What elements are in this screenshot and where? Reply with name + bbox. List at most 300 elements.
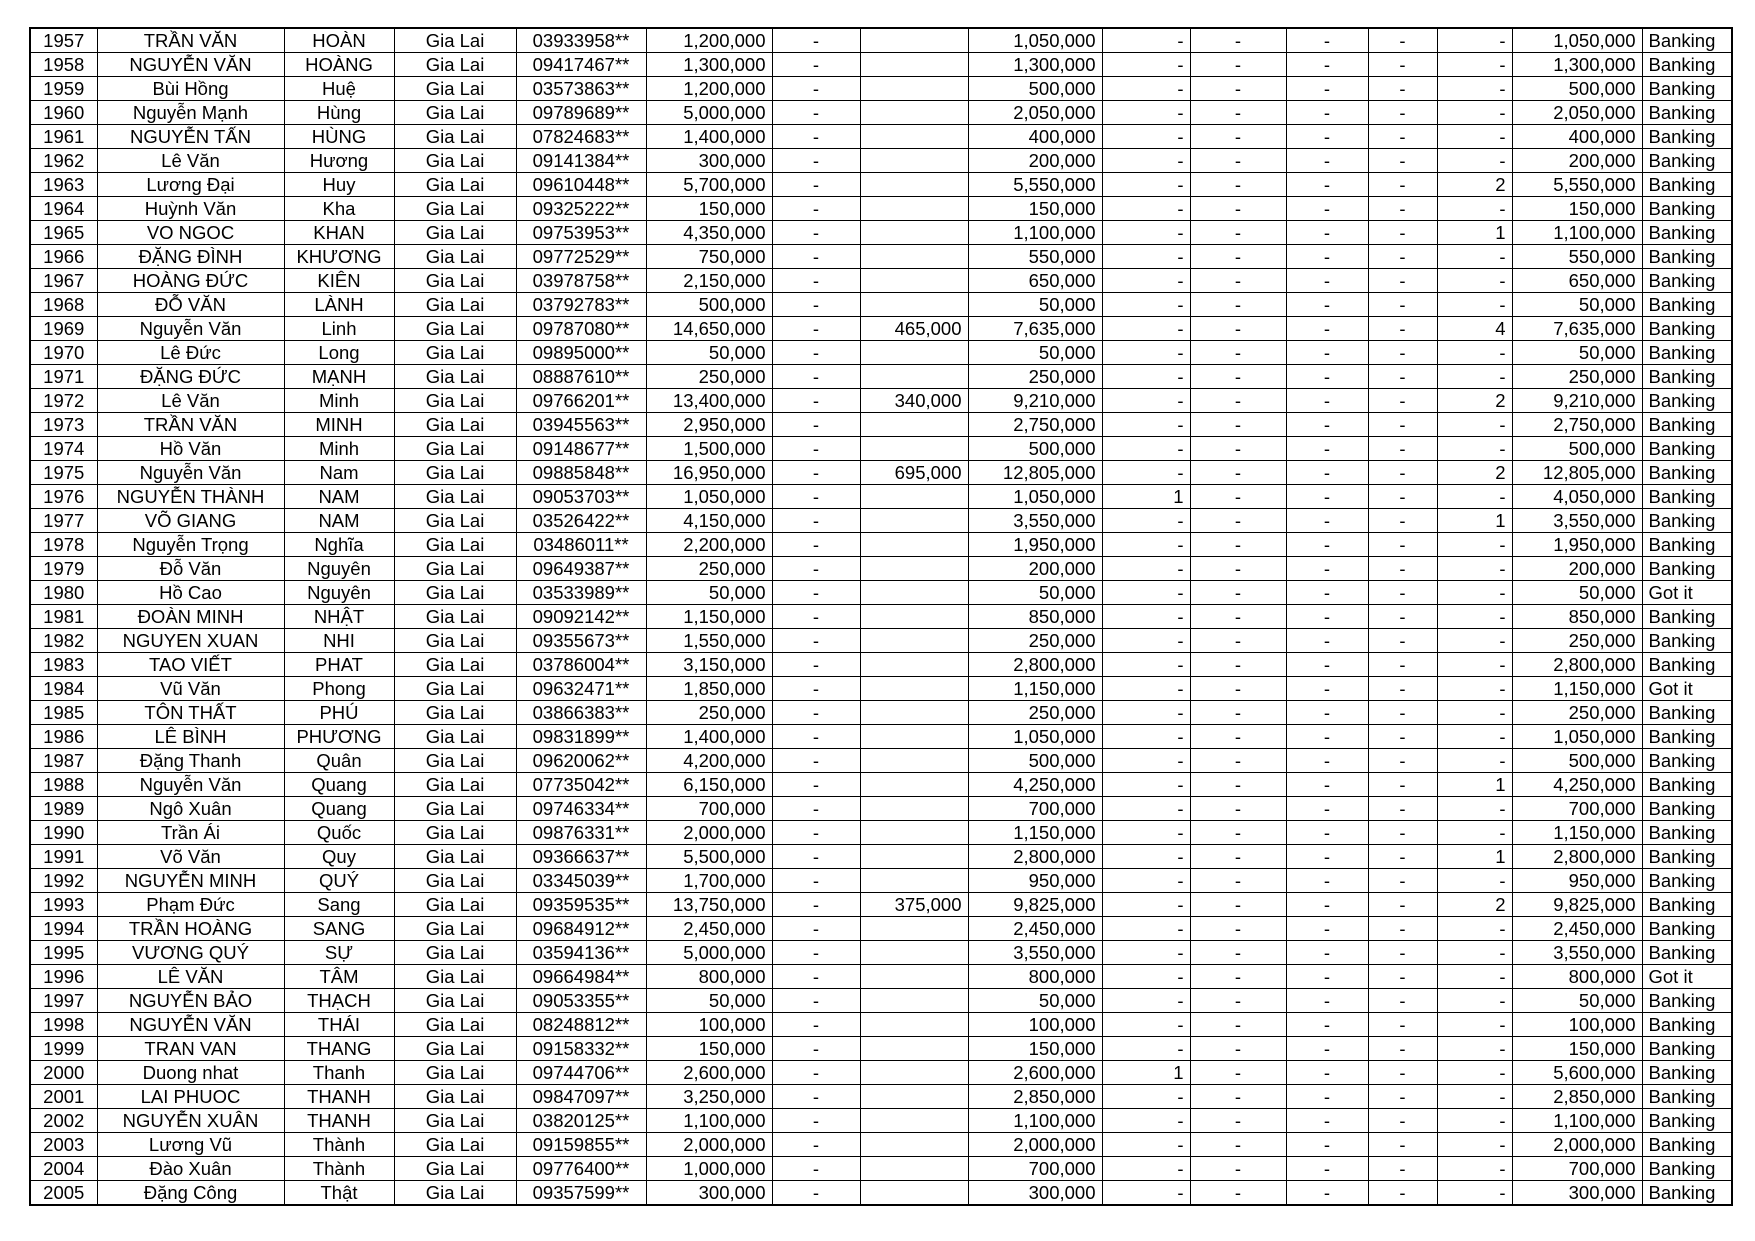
paid-amount-cell: 250,000 xyxy=(968,701,1102,725)
count-c-cell: - xyxy=(1286,677,1368,701)
paid-amount-cell: 12,805,000 xyxy=(968,461,1102,485)
province-cell: Gia Lai xyxy=(394,173,516,197)
bonus-amount-cell xyxy=(860,1109,968,1133)
province-cell: Gia Lai xyxy=(394,221,516,245)
count-a-cell: - xyxy=(1102,101,1190,125)
province-cell: Gia Lai xyxy=(394,413,516,437)
count-e-cell: - xyxy=(1437,917,1512,941)
phone-number-cell: 03933958** xyxy=(516,28,646,53)
count-a-cell: - xyxy=(1102,365,1190,389)
deduction-cell: - xyxy=(772,581,860,605)
net-amount-cell: 2,800,000 xyxy=(1512,845,1642,869)
deduction-cell: - xyxy=(772,989,860,1013)
row-number-cell: 1966 xyxy=(30,245,97,269)
given-name-cell: QUÝ xyxy=(284,869,394,893)
table-row xyxy=(30,77,1732,101)
payment-method-cell: Banking xyxy=(1642,1181,1732,1206)
payment-method-cell: Banking xyxy=(1642,941,1732,965)
row-number-cell: 1993 xyxy=(30,893,97,917)
count-b-cell: - xyxy=(1190,797,1286,821)
count-e-cell: - xyxy=(1437,341,1512,365)
count-e-cell: - xyxy=(1437,629,1512,653)
province-cell: Gia Lai xyxy=(394,797,516,821)
paid-amount-cell: 500,000 xyxy=(968,749,1102,773)
row-number-cell: 1988 xyxy=(30,773,97,797)
table-row xyxy=(30,1085,1732,1109)
phone-number-cell: 09776400** xyxy=(516,1157,646,1181)
count-d-cell: - xyxy=(1368,1157,1437,1181)
total-amount-cell: 1,400,000 xyxy=(646,725,772,749)
payment-method-cell: Banking xyxy=(1642,437,1732,461)
row-number-cell: 1982 xyxy=(30,629,97,653)
net-amount-cell: 2,850,000 xyxy=(1512,1085,1642,1109)
payment-method-cell: Banking xyxy=(1642,173,1732,197)
row-number-cell: 1976 xyxy=(30,485,97,509)
total-amount-cell: 13,400,000 xyxy=(646,389,772,413)
total-amount-cell: 700,000 xyxy=(646,797,772,821)
bonus-amount-cell xyxy=(860,293,968,317)
deduction-cell: - xyxy=(772,341,860,365)
given-name-cell: Quy xyxy=(284,845,394,869)
total-amount-cell: 2,200,000 xyxy=(646,533,772,557)
count-a-cell: - xyxy=(1102,341,1190,365)
total-amount-cell: 1,000,000 xyxy=(646,1157,772,1181)
count-d-cell: - xyxy=(1368,893,1437,917)
deduction-cell: - xyxy=(772,725,860,749)
count-a-cell: - xyxy=(1102,629,1190,653)
phone-number-cell: 09787080** xyxy=(516,317,646,341)
row-number-cell: 1973 xyxy=(30,413,97,437)
deduction-cell: - xyxy=(772,797,860,821)
province-cell: Gia Lai xyxy=(394,941,516,965)
province-cell: Gia Lai xyxy=(394,293,516,317)
family-middle-name-cell: Nguyễn Văn xyxy=(97,773,284,797)
count-d-cell: - xyxy=(1368,725,1437,749)
count-e-cell: - xyxy=(1437,581,1512,605)
family-middle-name-cell: ĐỖ VĂN xyxy=(97,293,284,317)
net-amount-cell: 500,000 xyxy=(1512,437,1642,461)
row-number-cell: 1960 xyxy=(30,101,97,125)
bonus-amount-cell xyxy=(860,989,968,1013)
count-d-cell: - xyxy=(1368,653,1437,677)
net-amount-cell: 50,000 xyxy=(1512,989,1642,1013)
given-name-cell: Minh xyxy=(284,437,394,461)
count-b-cell: - xyxy=(1190,197,1286,221)
paid-amount-cell: 1,950,000 xyxy=(968,533,1102,557)
count-e-cell: - xyxy=(1437,941,1512,965)
count-a-cell: - xyxy=(1102,77,1190,101)
bonus-amount-cell: 375,000 xyxy=(860,893,968,917)
bonus-amount-cell xyxy=(860,629,968,653)
paid-amount-cell: 50,000 xyxy=(968,341,1102,365)
total-amount-cell: 150,000 xyxy=(646,1037,772,1061)
province-cell: Gia Lai xyxy=(394,77,516,101)
payment-method-cell: Banking xyxy=(1642,77,1732,101)
province-cell: Gia Lai xyxy=(394,365,516,389)
count-c-cell: - xyxy=(1286,365,1368,389)
family-middle-name-cell: NGUYEN XUAN xyxy=(97,629,284,653)
count-c-cell: - xyxy=(1286,1181,1368,1206)
family-middle-name-cell: VO NGOC xyxy=(97,221,284,245)
bonus-amount-cell xyxy=(860,413,968,437)
count-d-cell: - xyxy=(1368,1085,1437,1109)
count-c-cell: - xyxy=(1286,917,1368,941)
count-d-cell: - xyxy=(1368,941,1437,965)
total-amount-cell: 4,150,000 xyxy=(646,509,772,533)
deduction-cell: - xyxy=(772,28,860,53)
family-middle-name-cell: Đào Xuân xyxy=(97,1157,284,1181)
count-a-cell: - xyxy=(1102,725,1190,749)
deduction-cell: - xyxy=(772,965,860,989)
table-row xyxy=(30,125,1732,149)
count-b-cell: - xyxy=(1190,701,1286,725)
count-e-cell: - xyxy=(1437,485,1512,509)
count-d-cell: - xyxy=(1368,509,1437,533)
given-name-cell: Minh xyxy=(284,389,394,413)
total-amount-cell: 1,100,000 xyxy=(646,1109,772,1133)
row-number-cell: 1984 xyxy=(30,677,97,701)
net-amount-cell: 50,000 xyxy=(1512,581,1642,605)
table-row xyxy=(30,485,1732,509)
given-name-cell: Long xyxy=(284,341,394,365)
family-middle-name-cell: LAI PHUOC xyxy=(97,1085,284,1109)
phone-number-cell: 09325222** xyxy=(516,197,646,221)
total-amount-cell: 2,000,000 xyxy=(646,1133,772,1157)
phone-number-cell: 03786004** xyxy=(516,653,646,677)
paid-amount-cell: 700,000 xyxy=(968,797,1102,821)
count-e-cell: - xyxy=(1437,365,1512,389)
deduction-cell: - xyxy=(772,389,860,413)
given-name-cell: Quang xyxy=(284,797,394,821)
given-name-cell: MẠNH xyxy=(284,365,394,389)
count-a-cell: - xyxy=(1102,1181,1190,1206)
count-a-cell: - xyxy=(1102,221,1190,245)
phone-number-cell: 09141384** xyxy=(516,149,646,173)
province-cell: Gia Lai xyxy=(394,197,516,221)
province-cell: Gia Lai xyxy=(394,245,516,269)
deduction-cell: - xyxy=(772,77,860,101)
given-name-cell: PHAT xyxy=(284,653,394,677)
net-amount-cell: 150,000 xyxy=(1512,1037,1642,1061)
paid-amount-cell: 1,050,000 xyxy=(968,725,1102,749)
deduction-cell: - xyxy=(772,269,860,293)
count-a-cell: - xyxy=(1102,677,1190,701)
count-e-cell: - xyxy=(1437,605,1512,629)
given-name-cell: PHƯƠNG xyxy=(284,725,394,749)
deduction-cell: - xyxy=(772,461,860,485)
count-b-cell: - xyxy=(1190,341,1286,365)
count-d-cell: - xyxy=(1368,221,1437,245)
family-middle-name-cell: Lê Văn xyxy=(97,389,284,413)
paid-amount-cell: 1,100,000 xyxy=(968,221,1102,245)
paid-amount-cell: 300,000 xyxy=(968,1181,1102,1206)
payment-method-cell: Banking xyxy=(1642,821,1732,845)
family-middle-name-cell: Ngô Xuân xyxy=(97,797,284,821)
payment-method-cell: Banking xyxy=(1642,221,1732,245)
paid-amount-cell: 950,000 xyxy=(968,869,1102,893)
count-a-cell: - xyxy=(1102,701,1190,725)
province-cell: Gia Lai xyxy=(394,1133,516,1157)
payment-method-cell: Banking xyxy=(1642,917,1732,941)
count-c-cell: - xyxy=(1286,725,1368,749)
deduction-cell: - xyxy=(772,1133,860,1157)
paid-amount-cell: 800,000 xyxy=(968,965,1102,989)
given-name-cell: Thật xyxy=(284,1181,394,1206)
total-amount-cell: 50,000 xyxy=(646,989,772,1013)
net-amount-cell: 50,000 xyxy=(1512,293,1642,317)
deduction-cell: - xyxy=(772,653,860,677)
payment-method-cell: Banking xyxy=(1642,1133,1732,1157)
given-name-cell: SỰ xyxy=(284,941,394,965)
count-e-cell: - xyxy=(1437,1013,1512,1037)
count-d-cell: - xyxy=(1368,1181,1437,1206)
count-a-cell: - xyxy=(1102,581,1190,605)
count-e-cell: - xyxy=(1437,533,1512,557)
row-number-cell: 1958 xyxy=(30,53,97,77)
family-middle-name-cell: HOÀNG ĐỨC xyxy=(97,269,284,293)
paid-amount-cell: 150,000 xyxy=(968,197,1102,221)
province-cell: Gia Lai xyxy=(394,653,516,677)
family-middle-name-cell: Nguyễn Văn xyxy=(97,461,284,485)
phone-number-cell: 09053355** xyxy=(516,989,646,1013)
bonus-amount-cell xyxy=(860,365,968,389)
family-middle-name-cell: Huỳnh Văn xyxy=(97,197,284,221)
count-b-cell: - xyxy=(1190,293,1286,317)
total-amount-cell: 50,000 xyxy=(646,341,772,365)
payment-method-cell: Banking xyxy=(1642,533,1732,557)
count-c-cell: - xyxy=(1286,317,1368,341)
count-a-cell: - xyxy=(1102,797,1190,821)
given-name-cell: TÂM xyxy=(284,965,394,989)
payment-method-cell: Got it xyxy=(1642,677,1732,701)
family-middle-name-cell: LÊ BÌNH xyxy=(97,725,284,749)
family-middle-name-cell: TRẦN HOÀNG xyxy=(97,917,284,941)
bonus-amount-cell xyxy=(860,77,968,101)
table-row xyxy=(30,893,1732,917)
count-e-cell: - xyxy=(1437,557,1512,581)
province-cell: Gia Lai xyxy=(394,1037,516,1061)
table-row xyxy=(30,365,1732,389)
total-amount-cell: 300,000 xyxy=(646,1181,772,1206)
family-middle-name-cell: NGUYỄN VĂN xyxy=(97,1013,284,1037)
province-cell: Gia Lai xyxy=(394,149,516,173)
count-e-cell: 1 xyxy=(1437,221,1512,245)
bonus-amount-cell xyxy=(860,221,968,245)
bonus-amount-cell: 340,000 xyxy=(860,389,968,413)
given-name-cell: Nguyên xyxy=(284,557,394,581)
count-c-cell: - xyxy=(1286,557,1368,581)
table-row xyxy=(30,773,1732,797)
count-a-cell: - xyxy=(1102,869,1190,893)
count-c-cell: - xyxy=(1286,797,1368,821)
payout-table-body xyxy=(30,28,1732,1205)
deduction-cell: - xyxy=(772,53,860,77)
net-amount-cell: 850,000 xyxy=(1512,605,1642,629)
deduction-cell: - xyxy=(772,941,860,965)
phone-number-cell: 09746334** xyxy=(516,797,646,821)
count-c-cell: - xyxy=(1286,701,1368,725)
count-b-cell: - xyxy=(1190,749,1286,773)
phone-number-cell: 03978758** xyxy=(516,269,646,293)
phone-number-cell: 03526422** xyxy=(516,509,646,533)
count-a-cell: - xyxy=(1102,989,1190,1013)
table-row xyxy=(30,989,1732,1013)
count-e-cell: 2 xyxy=(1437,389,1512,413)
family-middle-name-cell: Nguyễn Trọng xyxy=(97,533,284,557)
net-amount-cell: 1,050,000 xyxy=(1512,725,1642,749)
province-cell: Gia Lai xyxy=(394,317,516,341)
phone-number-cell: 09417467** xyxy=(516,53,646,77)
count-b-cell: - xyxy=(1190,1061,1286,1085)
count-b-cell: - xyxy=(1190,533,1286,557)
table-row xyxy=(30,965,1732,989)
deduction-cell: - xyxy=(772,101,860,125)
count-b-cell: - xyxy=(1190,125,1286,149)
phone-number-cell: 09895000** xyxy=(516,341,646,365)
row-number-cell: 1987 xyxy=(30,749,97,773)
province-cell: Gia Lai xyxy=(394,1061,516,1085)
count-b-cell: - xyxy=(1190,269,1286,293)
paid-amount-cell: 50,000 xyxy=(968,989,1102,1013)
bonus-amount-cell xyxy=(860,485,968,509)
net-amount-cell: 650,000 xyxy=(1512,269,1642,293)
given-name-cell: Phong xyxy=(284,677,394,701)
table-row xyxy=(30,149,1732,173)
net-amount-cell: 4,050,000 xyxy=(1512,485,1642,509)
province-cell: Gia Lai xyxy=(394,821,516,845)
bonus-amount-cell xyxy=(860,557,968,581)
table-row xyxy=(30,1157,1732,1181)
province-cell: Gia Lai xyxy=(394,53,516,77)
family-middle-name-cell: ĐẶNG ĐÌNH xyxy=(97,245,284,269)
deduction-cell: - xyxy=(772,677,860,701)
paid-amount-cell: 2,050,000 xyxy=(968,101,1102,125)
total-amount-cell: 1,500,000 xyxy=(646,437,772,461)
row-number-cell: 1994 xyxy=(30,917,97,941)
given-name-cell: THANH xyxy=(284,1109,394,1133)
total-amount-cell: 4,350,000 xyxy=(646,221,772,245)
family-middle-name-cell: LÊ VĂN xyxy=(97,965,284,989)
bonus-amount-cell xyxy=(860,53,968,77)
family-middle-name-cell: VÕ GIANG xyxy=(97,509,284,533)
count-a-cell: 1 xyxy=(1102,1061,1190,1085)
count-d-cell: - xyxy=(1368,101,1437,125)
phone-number-cell: 09355673** xyxy=(516,629,646,653)
count-c-cell: - xyxy=(1286,1013,1368,1037)
phone-number-cell: 03486011** xyxy=(516,533,646,557)
phone-number-cell: 03820125** xyxy=(516,1109,646,1133)
deduction-cell: - xyxy=(772,485,860,509)
bonus-amount-cell xyxy=(860,173,968,197)
family-middle-name-cell: Lương Vũ xyxy=(97,1133,284,1157)
phone-number-cell: 09610448** xyxy=(516,173,646,197)
count-b-cell: - xyxy=(1190,581,1286,605)
payment-method-cell: Banking xyxy=(1642,773,1732,797)
net-amount-cell: 5,550,000 xyxy=(1512,173,1642,197)
family-middle-name-cell: NGUYỄN BẢO xyxy=(97,989,284,1013)
province-cell: Gia Lai xyxy=(394,341,516,365)
phone-number-cell: 09885848** xyxy=(516,461,646,485)
count-b-cell: - xyxy=(1190,389,1286,413)
given-name-cell: THẠCH xyxy=(284,989,394,1013)
count-c-cell: - xyxy=(1286,245,1368,269)
count-d-cell: - xyxy=(1368,197,1437,221)
phone-number-cell: 03573863** xyxy=(516,77,646,101)
table-row xyxy=(30,797,1732,821)
row-number-cell: 1995 xyxy=(30,941,97,965)
deduction-cell: - xyxy=(772,1037,860,1061)
count-b-cell: - xyxy=(1190,1181,1286,1206)
count-a-cell: - xyxy=(1102,941,1190,965)
family-middle-name-cell: Lê Văn xyxy=(97,149,284,173)
count-c-cell: - xyxy=(1286,461,1368,485)
count-b-cell: - xyxy=(1190,77,1286,101)
bonus-amount-cell xyxy=(860,581,968,605)
phone-number-cell: 08248812** xyxy=(516,1013,646,1037)
count-d-cell: - xyxy=(1368,1109,1437,1133)
given-name-cell: HOÀN xyxy=(284,28,394,53)
count-e-cell: - xyxy=(1437,1181,1512,1206)
deduction-cell: - xyxy=(772,749,860,773)
count-e-cell: - xyxy=(1437,989,1512,1013)
total-amount-cell: 1,850,000 xyxy=(646,677,772,701)
given-name-cell: Huệ xyxy=(284,77,394,101)
count-b-cell: - xyxy=(1190,245,1286,269)
count-c-cell: - xyxy=(1286,413,1368,437)
count-b-cell: - xyxy=(1190,605,1286,629)
paid-amount-cell: 550,000 xyxy=(968,245,1102,269)
count-a-cell: - xyxy=(1102,1085,1190,1109)
deduction-cell: - xyxy=(772,773,860,797)
province-cell: Gia Lai xyxy=(394,125,516,149)
bonus-amount-cell xyxy=(860,965,968,989)
count-d-cell: - xyxy=(1368,989,1437,1013)
given-name-cell: HOÀNG xyxy=(284,53,394,77)
paid-amount-cell: 250,000 xyxy=(968,365,1102,389)
count-b-cell: - xyxy=(1190,893,1286,917)
payment-method-cell: Banking xyxy=(1642,53,1732,77)
paid-amount-cell: 2,450,000 xyxy=(968,917,1102,941)
given-name-cell: Thanh xyxy=(284,1061,394,1085)
given-name-cell: NHẬT xyxy=(284,605,394,629)
row-number-cell: 1977 xyxy=(30,509,97,533)
deduction-cell: - xyxy=(772,437,860,461)
phone-number-cell: 03594136** xyxy=(516,941,646,965)
net-amount-cell: 2,000,000 xyxy=(1512,1133,1642,1157)
count-a-cell: - xyxy=(1102,461,1190,485)
count-b-cell: - xyxy=(1190,629,1286,653)
count-b-cell: - xyxy=(1190,989,1286,1013)
count-a-cell: - xyxy=(1102,1013,1190,1037)
count-a-cell: - xyxy=(1102,149,1190,173)
phone-number-cell: 09366637** xyxy=(516,845,646,869)
row-number-cell: 1962 xyxy=(30,149,97,173)
table-row xyxy=(30,653,1732,677)
given-name-cell: THANH xyxy=(284,1085,394,1109)
count-c-cell: - xyxy=(1286,1085,1368,1109)
paid-amount-cell: 850,000 xyxy=(968,605,1102,629)
total-amount-cell: 1,550,000 xyxy=(646,629,772,653)
paid-amount-cell: 1,050,000 xyxy=(968,485,1102,509)
phone-number-cell: 09684912** xyxy=(516,917,646,941)
row-number-cell: 2002 xyxy=(30,1109,97,1133)
province-cell: Gia Lai xyxy=(394,1085,516,1109)
table-row xyxy=(30,413,1732,437)
family-middle-name-cell: TAO VIẾT xyxy=(97,653,284,677)
count-a-cell: - xyxy=(1102,125,1190,149)
bonus-amount-cell: 465,000 xyxy=(860,317,968,341)
total-amount-cell: 16,950,000 xyxy=(646,461,772,485)
